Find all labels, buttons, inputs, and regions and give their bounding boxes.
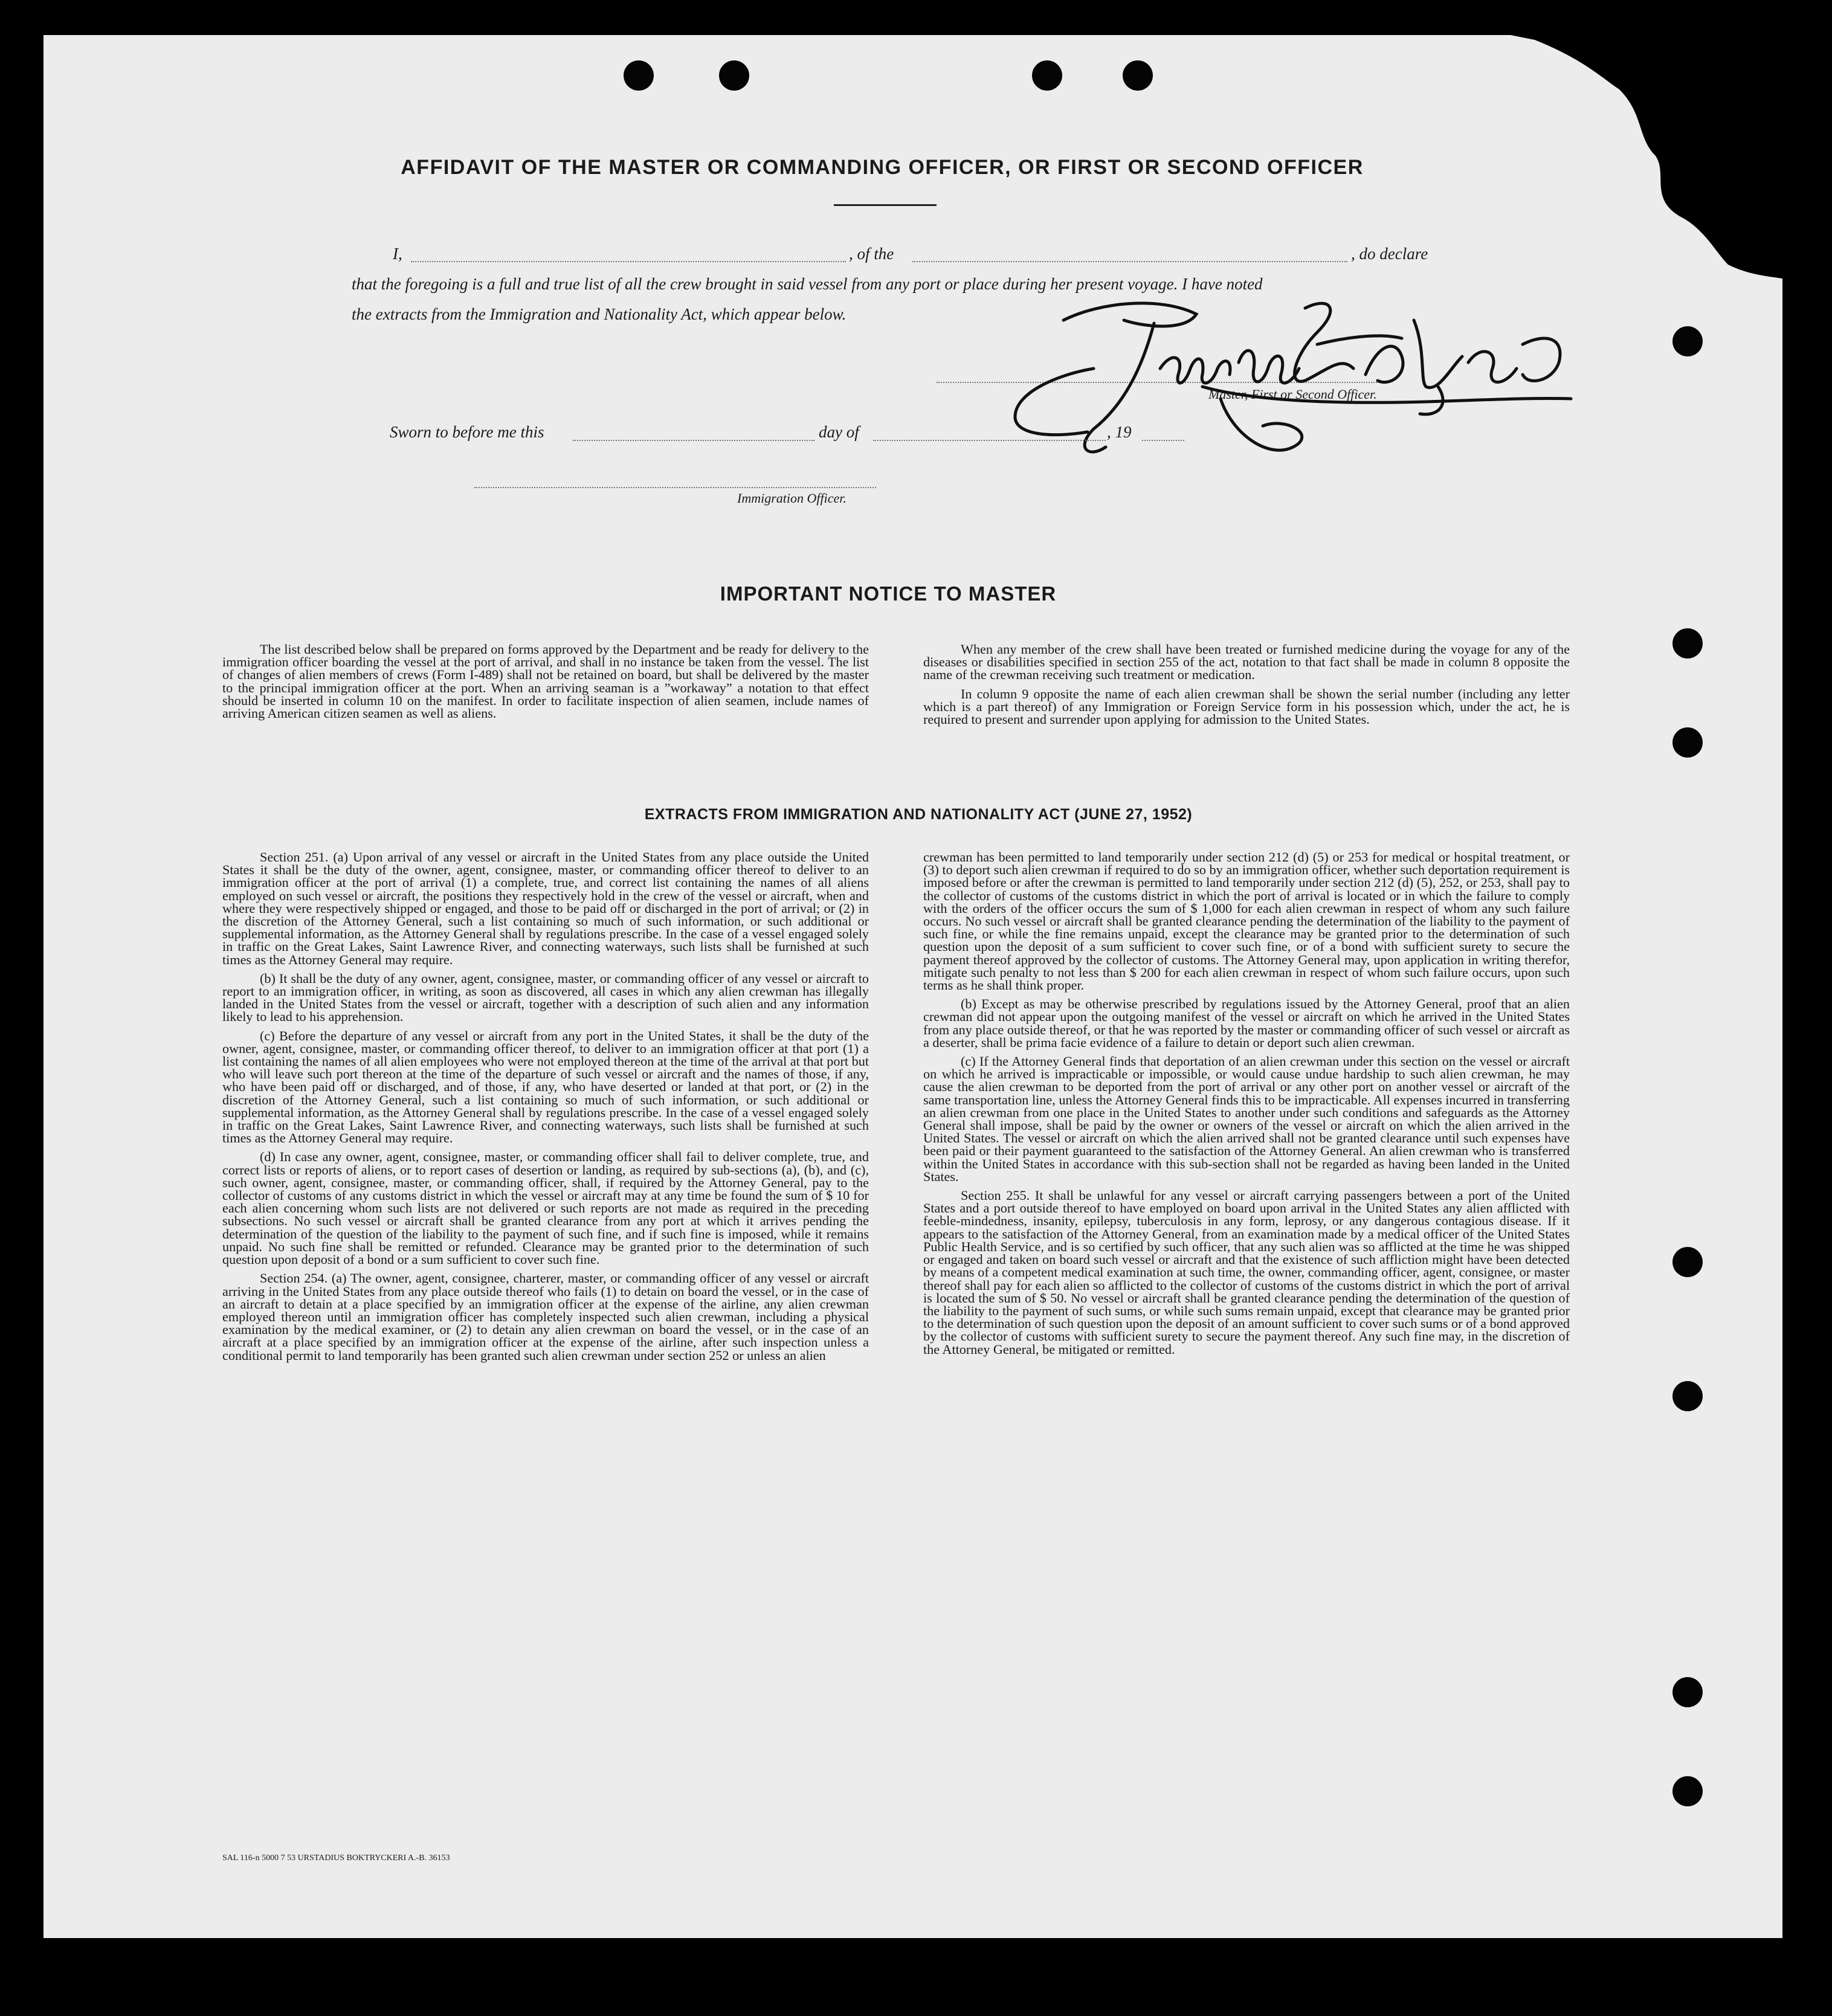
section-254b: (b) Except as may be otherwise prescribed by regulations issued by the Attorney General, proof that an alien crewman did not appear upon the outgoing manifest of the vessel or aircraft on which he arrived in the United States from any place outside thereof, or that he was reported by the master or commanding officer of such vessel or aircraft as a deserter, shall be prima facie evidence of a failure to detain or deport such alien crewman. (923, 996, 1570, 1050)
name-field[interactable] (411, 261, 846, 262)
punch-hole (1032, 60, 1062, 91)
section-251d: (d) In case any owner, agent, consignee, master, or commanding officer shall fail to deliver complete, true, and correct lists or reports of aliens, or to report cases of desertion or landing, as required by sub-sections (a), (b), and (c), such owner, agent, consignee, master, or commanding officer, shall, if required by the Attorney General, pay to the collector of customs of any customs district in which the vessel or aircraft may at any time be found the sum of $ 10 for each alien concerning whom such lists are not delivered or such reports are not made as required in the preceding subsections. No such vessel or aircraft shall be granted clearance from any port at which it arrives pending the determination of the question of the liability to the payment of such fine, and if such fine is imposed, while it remains unpaid. No such fine shall be remitted or refunded. Clearance may be granted prior to the determination of such question upon deposit of a bond or a sum sufficient to cover such fine. (222, 1149, 869, 1267)
punch-hole (1672, 326, 1703, 356)
notice-paragraph: When any member of the crew shall have been treated or furnished medicine during the voyage for any of the diseases or disabilities specified in section 255 of the act, notation to that fact shall be made in column 8 opposite the name of the crewman receiving such treatment or medication. (923, 642, 1570, 683)
title-rule (834, 204, 937, 206)
punch-hole (1672, 1247, 1703, 1277)
extracts-title: EXTRACTS FROM IMMIGRATION AND NATIONALITY ACT (JUNE 27, 1952) (644, 806, 1193, 823)
punch-hole (1123, 60, 1153, 91)
master-caption: Master, First or Second Officer. (1208, 387, 1377, 402)
punch-hole (1672, 1381, 1703, 1411)
section-254a: Section 254. (a) The owner, agent, consignee, charterer, master, or commanding officer of any vessel or aircraft arriving in the United States from any place outside thereof who fails (1) to detain on board the vessel, or in the case of an aircraft to detain at a place specified by an immigration officer at the expense of the airline, any alien crewman employed thereon until an immigration officer has completely inspected such alien crewman, including a physical examination by the medical examiner, or (2) to detain any alien crewman on board the vessel, or in the case of an aircraft at a place specified by an immigration officer at the expense of the airline, after such inspection unless a conditional permit to land temporarily has been granted such alien crewman under section 252 or unless an alien (222, 1270, 869, 1363)
section-251b: (b) It shall be the duty of any owner, agent, consignee, master, or commanding officer of any vessel or aircraft to report to an immigration officer, in writing, as soon as discovered, all cases in which any alien crewman has illegally landed in the United States from the vessel or aircraft, together with a description of such alien and any information likely to lead to his apprehension. (222, 970, 869, 1025)
year-label: , 19 (1107, 423, 1132, 441)
form-number-footer: SAL 116-n 5000 7 53 URSTADIUS BOKTRYCKERI A.-B. 36153 (222, 1853, 450, 1863)
notice-right-column (923, 643, 1570, 732)
section-251c: (c) Before the departure of any vessel or aircraft from any port in the United States, it shall be the duty of the owner, agent, consignee, master, or commanding officer thereof, to deliver to an immigration officer at that port (1) a list containing the names of all alien employees who were not employed thereon at the time of the arrival at that port but who will leave such port thereon at the time of the departure of such vessel or aircraft and the names of those, if any, who have been paid off or discharged, and of those, if any, who have deserted or landed at that port, or (2) in the discretion of the Attorney General, such a list containing so much of such information, or such additional or supplemental information, as the Attorney General shall by regulations prescribe. In the case of a vessel engaged solely in traffic on the Great Lakes, Saint Lawrence River, and connecting waterways, such lists shall be furnished at such times as the Attorney General may require. (222, 1028, 869, 1146)
punch-hole (719, 60, 749, 91)
section-251a: Section 251. (a) Upon arrival of any vessel or aircraft in the United States from any place outside the United States it shall be the duty of the owner, agent, consignee, master, or commanding officer thereof to deliver to an immigration officer at the port of arrival (1) a complete, true, and correct list containing the names of all aliens employed on such vessel or aircraft, the positions they respectively hold in the crew of the vessel or aircraft, when and where they were respectively shipped or engaged, and those to be paid off or discharged in the port of arrival; or (2) in the discretion of the Attorney General, such a list containing so much of such information, or such additional or supplemental information, as the Attorney General shall by regulations prescribe. In the case of a vessel engaged solely in traffic on the Great Lakes, Saint Lawrence River, and connecting waterways, such lists shall be furnished at such times as the Attorney General may require. (222, 849, 869, 967)
punch-hole (1672, 628, 1703, 659)
punch-hole (1672, 727, 1703, 758)
affidavit-line2: that the foregoing is a full and true list of all the crew brought in said vessel from any port or place during her present voyage. I have noted (352, 275, 1263, 293)
immigration-officer-line[interactable] (474, 487, 876, 488)
handwritten-signature (1003, 296, 1583, 471)
affidavit-of-the-label: , of the (849, 245, 894, 263)
notice-paragraph: In column 9 opposite the name of each alien crewman shall be shown the serial number (including any letter which is a part thereof) of any Immigration or Foreign Service form in his possession which, under the act, he is required to present and surrender upon applying for admission to the United States. (923, 686, 1570, 727)
extracts-right-column (923, 851, 1570, 1362)
affidavit-line3: the extracts from the Immigration and Nationality Act, which appear below. (352, 305, 847, 323)
immigration-officer-caption: Immigration Officer. (737, 491, 847, 506)
vessel-field[interactable] (912, 261, 1347, 262)
sworn-label: Sworn to before me this (390, 423, 544, 441)
punch-hole (624, 60, 654, 91)
punch-hole (1672, 1677, 1703, 1707)
sworn-year-field[interactable] (1142, 440, 1184, 441)
section-255: Section 255. It shall be unlawful for any vessel or aircraft carrying passengers between a port of the United States and a port outside thereof to have employed on board upon arrival in the United States any alien afflicted with feeble-mindedness, insanity, epilepsy, tuberculosis in any form, leprosy, or any dangerous contagious disease. If it appears to the satisfaction of the Attorney General, from an examination made by a medical officer of the United States Public Health Service, and is so certified by such officer, that any such alien was so afflicted at the time he was shipped or engaged and taken on board such vessel or aircraft and that the existence of such affliction might have been detected by means of a competent medical examination at such time, the owner, commanding officer, agent, consignee, or master thereof shall pay for each alien so afflicted to the collector of customs of the customs district in which the port of arrival is located the sum of $ 50. No vessel or aircraft shall be granted clearance pending the determination of the question of the liability to the payment of such sums, or while such sums remain unpaid, except that clearance may be granted prior to the determination of such question upon the deposit of an amount sufficient to cover such sums or of a bond approved by the collector of customs with sufficient surety to secure the payment thereof. Any such fine may, in the discretion of the Attorney General, be mitigated or remitted. (923, 1188, 1570, 1357)
section-254c: (c) If the Attorney General finds that deportation of an alien crewman under this section on the vessel or aircraft on which he arrived is impracticable or impossible, or would cause undue hardship to such alien crewman, he may cause the alien crewman to be deported from the port of arrival or any other port on another vessel or aircraft of the same transportation line, unless the Attorney General finds this to be impracticable. All expenses incurred in transferring an alien crewman from one place in the United States to another under such conditions and safeguards as the Attorney General shall impose, shall be paid by the owner or owners of the vessel or aircraft on which the alien arrived in the United States. The vessel or aircraft on which the alien arrived shall not be granted clearance until such expenses have been paid or their payment guaranteed to the satisfaction of the Attorney General. An alien crewman who is transferred within the United States in accordance with this sub-section shall not be regarded as having been landed in the United States. (923, 1054, 1570, 1184)
section-254a-continued: crewman has been permitted to land temporarily under section 212 (d) (5) or 253 for medical or hospital treatment, or (3) to deport such alien crewman if required to do so by an immigration officer, whether such deportation requirement is imposed before or after the crewman is permitted to land temporarily under section 212 (d) (5), 252, or 253, shall pay to the collector of customs of the customs district in which the port of arrival is located or in which the failure to comply with the orders of the officer occurs the sum of $ 1,000 for each alien crewman in respect of whom any such failure occurs. No such vessel or aircraft shall be granted clearance pending the determination of the liability to the payment of such fine, or while the fine remains unpaid, except the clearance may be granted prior to the determination of such question upon the deposit of a sum sufficient to cover such fine, or of a bond with sufficient surety to secure the payment thereof approved by the collector of customs. The Attorney General may, upon application in writing therefor, mitigate such penalty to not less than $ 200 for each alien crewman in respect of whom such failure occurs, upon such terms as he shall think proper. (923, 849, 1570, 993)
notice-paragraph: The list described below shall be prepared on forms approved by the Department and be ready for delivery to the immigration officer boarding the vessel at the port of arrival, and shall in no instance be taken from the vessel. The list of changes of alien members of crews (Form I-489) shall not be retained on board, but shall be delivered by the master to the principal immigration officer at the port. When an arriving seaman is a ”workaway” a notation to that effect should be inserted in column 10 on the manifest. In order to facilitate inspection of alien seamen, include names of arriving American citizen seamen as well as aliens. (222, 642, 869, 721)
affidavit-do-declare-label: , do declare (1351, 245, 1428, 263)
sworn-month-field[interactable] (873, 440, 1106, 441)
day-of-label: day of (819, 423, 859, 441)
affidavit-title: AFFIDAVIT OF THE MASTER OR COMMANDING OFFICER, OR FIRST OR SECOND OFFICER (401, 156, 1364, 179)
extracts-left-column (222, 851, 869, 1368)
notice-title: IMPORTANT NOTICE TO MASTER (720, 582, 1057, 605)
sworn-day-field[interactable] (573, 440, 814, 441)
notice-left-column (222, 643, 869, 726)
punch-hole (1672, 1776, 1703, 1806)
affidavit-i-label: I, (393, 245, 402, 263)
